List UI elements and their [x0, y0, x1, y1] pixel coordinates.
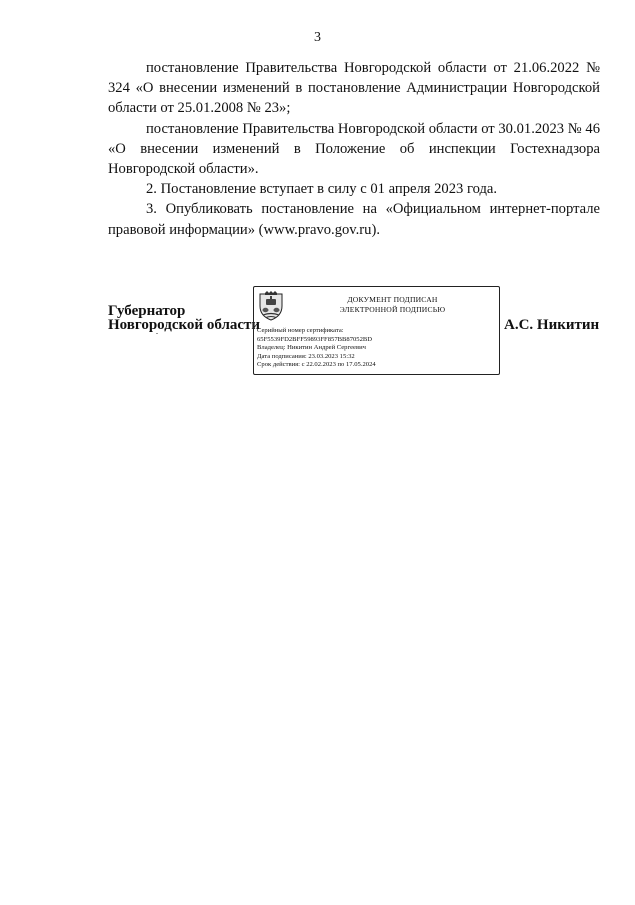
paragraph-effective-date: 2. Постановление вступает в силу с 01 апреля 2023 года. [146, 181, 497, 198]
signatory-title-line2: Новгородской области [108, 317, 261, 333]
electronic-signature-stamp [253, 286, 500, 375]
page-number: 3 [314, 30, 321, 45]
paragraph-decree-324: постановление Правительства Новгородской области от 21.06.2022 № 324 «О внесении изменений в постановление Администрации Новгородской области от 25.01.2008 № 23»; [108, 60, 600, 117]
stamp-details [257, 327, 497, 370]
document-body [108, 58, 600, 240]
coat-of-arms-icon [258, 291, 284, 321]
scan-speck [156, 333, 158, 334]
certificate-owner: Владелец: Никитин Андрей Сергеевич [257, 344, 366, 352]
signatory-title [108, 304, 260, 332]
signatory-title-line1: Губернатор [108, 303, 186, 319]
signing-date: Дата подписания: 23.03.2023 15:32 [257, 352, 355, 360]
certificate-serial-label: Серийный номер сертификата: [257, 327, 344, 334]
stamp-header-line2: ЭЛЕКТРОННОЙ ПОДПИСЬЮ [339, 305, 446, 314]
stamp-header-line1: ДОКУМЕНТ ПОДПИСАН [347, 295, 438, 304]
paragraph-publication: 3. Опубликовать постановление на «Официальном интернет-портале правовой информации» (www.pravo.gov.ru). [108, 201, 600, 238]
paragraph-decree-46: постановление Правительства Новгородской области от 30.01.2023 № 46 «О внесении изменений в Положение об инспекции Гостехнадзора Новгородской области». [108, 120, 600, 178]
stamp-header [290, 295, 495, 315]
signatory-name: А.С. Никитин [504, 317, 600, 333]
certificate-serial-value: 65F5539FD2BFF59893FF857BB87052BD [257, 335, 373, 343]
certificate-validity: Срок действия: с 22.02.2023 по 17.05.2024 [257, 361, 376, 369]
